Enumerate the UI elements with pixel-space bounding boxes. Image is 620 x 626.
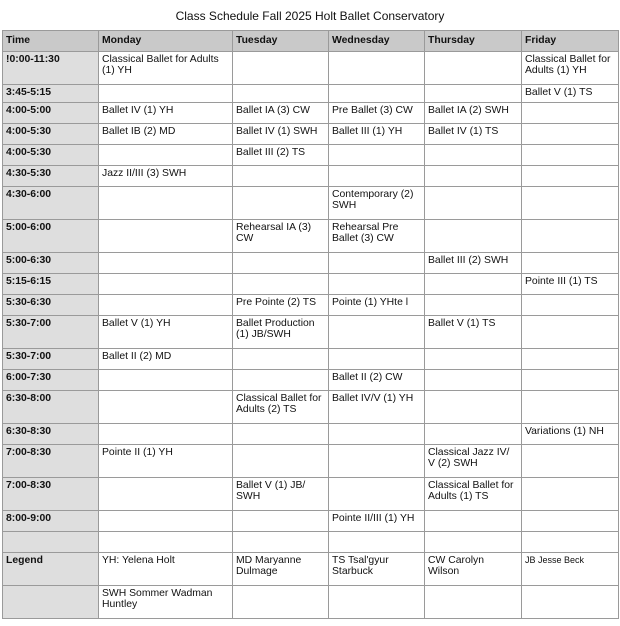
schedule-row (3, 145, 619, 166)
class-cell-friday (522, 370, 619, 391)
class-cell-friday (522, 349, 619, 370)
header-monday: Monday (99, 31, 233, 52)
class-cell-wednesday: Pre Ballet (3) CW (329, 103, 425, 124)
class-cell-wednesday: Contemporary (2) SWH (329, 187, 425, 220)
class-cell-wednesday (329, 145, 425, 166)
legend-label-blank (3, 586, 99, 619)
legend-label: Legend (3, 553, 99, 586)
legend-entry (425, 586, 522, 619)
header-time: Time (3, 31, 99, 52)
class-cell-thursday (425, 220, 522, 253)
class-cell-tuesday: Classical Ballet for Adults (2) TS (233, 391, 329, 424)
class-cell-thursday (425, 52, 522, 85)
header-wednesday: Wednesday (329, 31, 425, 52)
class-cell-wednesday (329, 316, 425, 349)
class-cell-thursday: Ballet IA (2) SWH (425, 103, 522, 124)
time-cell: 5:00-6:00 (3, 220, 99, 253)
class-cell-tuesday (233, 424, 329, 445)
schedule-row (3, 424, 619, 445)
header-friday: Friday (522, 31, 619, 52)
table-header (3, 31, 619, 52)
class-cell-friday (522, 124, 619, 145)
class-cell-thursday (425, 370, 522, 391)
class-cell-monday (99, 274, 233, 295)
class-cell-wednesday (329, 166, 425, 187)
legend-entry: SWH Sommer Wadman Huntley (99, 586, 233, 619)
schedule-row (3, 85, 619, 103)
class-cell-wednesday: Ballet III (1) YH (329, 124, 425, 145)
time-cell: 7:00-8:30 (3, 445, 99, 478)
legend-entry (329, 586, 425, 619)
schedule-row (3, 220, 619, 253)
class-cell-tuesday: Ballet III (2) TS (233, 145, 329, 166)
class-cell-wednesday: Ballet II (2) CW (329, 370, 425, 391)
legend-entry: YH: Yelena Holt (99, 553, 233, 586)
class-cell-monday (99, 532, 233, 553)
legend-entry (522, 586, 619, 619)
class-cell-wednesday: Rehearsal Pre Ballet (3) CW (329, 220, 425, 253)
class-cell-thursday: Ballet IV (1) TS (425, 124, 522, 145)
class-cell-friday (522, 532, 619, 553)
legend-entry: MD Maryanne Dulmage (233, 553, 329, 586)
class-cell-wednesday (329, 445, 425, 478)
header-tuesday: Tuesday (233, 31, 329, 52)
legend-entry: TS Tsal'gyur Starbuck (329, 553, 425, 586)
class-cell-thursday (425, 274, 522, 295)
class-cell-monday (99, 391, 233, 424)
class-cell-friday (522, 316, 619, 349)
class-cell-thursday (425, 391, 522, 424)
class-cell-wednesday (329, 274, 425, 295)
legend-row (3, 553, 619, 586)
class-cell-friday (522, 166, 619, 187)
class-cell-monday: Classical Ballet for Adults (1) YH (99, 52, 233, 85)
class-cell-friday: Variations (1) NH (522, 424, 619, 445)
time-cell: 3:45-5:15 (3, 85, 99, 103)
class-cell-friday (522, 478, 619, 511)
class-cell-wednesday: Ballet IV/V (1) YH (329, 391, 425, 424)
class-cell-wednesday (329, 532, 425, 553)
legend-entry (233, 586, 329, 619)
class-cell-friday (522, 253, 619, 274)
class-cell-tuesday (233, 511, 329, 532)
class-cell-wednesday (329, 478, 425, 511)
time-cell: 5:00-6:30 (3, 253, 99, 274)
class-cell-thursday: Ballet V (1) TS (425, 316, 522, 349)
class-cell-tuesday (233, 253, 329, 274)
schedule-row (3, 478, 619, 511)
time-cell: 4:30-5:30 (3, 166, 99, 187)
time-cell: 5:30-7:00 (3, 349, 99, 370)
class-cell-monday: Ballet IV (1) YH (99, 103, 233, 124)
legend-row (3, 586, 619, 619)
class-cell-wednesday (329, 424, 425, 445)
time-cell: 4:00-5:00 (3, 103, 99, 124)
class-cell-monday: Ballet V (1) YH (99, 316, 233, 349)
time-cell: 6:30-8:00 (3, 391, 99, 424)
class-cell-tuesday: Ballet IV (1) SWH (233, 124, 329, 145)
schedule-row (3, 295, 619, 316)
time-cell: 5:15-6:15 (3, 274, 99, 295)
schedule-row (3, 253, 619, 274)
time-cell: 4:00-5:30 (3, 124, 99, 145)
class-cell-monday (99, 220, 233, 253)
legend-entry: CW Carolyn Wilson (425, 553, 522, 586)
class-cell-wednesday (329, 52, 425, 85)
schedule-table (2, 30, 619, 619)
class-cell-friday (522, 187, 619, 220)
class-cell-tuesday (233, 52, 329, 85)
schedule-row (3, 511, 619, 532)
schedule-row (3, 52, 619, 85)
class-cell-tuesday (233, 532, 329, 553)
class-cell-tuesday: Rehearsal IA (3) CW (233, 220, 329, 253)
legend-section (3, 553, 619, 619)
class-cell-wednesday (329, 253, 425, 274)
time-cell: 4:00-5:30 (3, 145, 99, 166)
class-cell-thursday (425, 166, 522, 187)
class-cell-monday (99, 424, 233, 445)
time-cell: 5:30-6:30 (3, 295, 99, 316)
class-cell-monday (99, 478, 233, 511)
class-cell-thursday (425, 532, 522, 553)
class-cell-friday: Classical Ballet for Adults (1) YH (522, 52, 619, 85)
class-cell-thursday (425, 145, 522, 166)
class-cell-tuesday (233, 85, 329, 103)
time-cell: 7:00-8:30 (3, 478, 99, 511)
time-cell: !0:00-11:30 (3, 52, 99, 85)
class-cell-tuesday (233, 349, 329, 370)
header-thursday: Thursday (425, 31, 522, 52)
class-cell-monday (99, 145, 233, 166)
class-cell-tuesday: Ballet Production (1) JB/SWH (233, 316, 329, 349)
class-cell-wednesday (329, 85, 425, 103)
class-cell-tuesday: Ballet V (1) JB/ SWH (233, 478, 329, 511)
class-cell-thursday (425, 511, 522, 532)
class-cell-thursday (425, 85, 522, 103)
schedule-row (3, 103, 619, 124)
class-cell-monday: Jazz II/III (3) SWH (99, 166, 233, 187)
class-cell-friday: Ballet V (1) TS (522, 85, 619, 103)
class-cell-monday (99, 370, 233, 391)
class-cell-monday (99, 85, 233, 103)
class-cell-friday (522, 445, 619, 478)
schedule-row (3, 532, 619, 553)
time-cell (3, 532, 99, 553)
class-cell-thursday: Classical Ballet for Adults (1) TS (425, 478, 522, 511)
time-cell: 6:30-8:30 (3, 424, 99, 445)
schedule-title: Class Schedule Fall 2025 Holt Ballet Conservatory (175, 9, 445, 23)
class-cell-thursday (425, 424, 522, 445)
class-cell-monday (99, 253, 233, 274)
class-cell-monday: Pointe II (1) YH (99, 445, 233, 478)
class-cell-wednesday (329, 349, 425, 370)
time-cell: 4:30-6:00 (3, 187, 99, 220)
header-row (3, 31, 619, 52)
class-cell-friday (522, 145, 619, 166)
schedule-row (3, 124, 619, 145)
schedule-row (3, 445, 619, 478)
class-cell-monday: Ballet II (2) MD (99, 349, 233, 370)
schedule-row (3, 274, 619, 295)
legend-entry: JB Jesse Beck (522, 553, 619, 586)
class-cell-thursday (425, 187, 522, 220)
schedule-row (3, 187, 619, 220)
class-cell-monday (99, 511, 233, 532)
class-cell-tuesday (233, 187, 329, 220)
class-cell-tuesday: Ballet IA (3) CW (233, 103, 329, 124)
class-cell-monday (99, 295, 233, 316)
class-cell-tuesday (233, 445, 329, 478)
schedule-row (3, 316, 619, 349)
table-body (3, 52, 619, 553)
schedule-row (3, 166, 619, 187)
class-cell-wednesday: Pointe (1) YHte l (329, 295, 425, 316)
time-cell: 6:00-7:30 (3, 370, 99, 391)
class-cell-tuesday: Pre Pointe (2) TS (233, 295, 329, 316)
class-cell-tuesday (233, 370, 329, 391)
class-cell-thursday: Ballet III (2) SWH (425, 253, 522, 274)
class-cell-monday: Ballet IB (2) MD (99, 124, 233, 145)
schedule-row (3, 391, 619, 424)
class-cell-friday (522, 391, 619, 424)
schedule-row (3, 349, 619, 370)
time-cell: 8:00-9:00 (3, 511, 99, 532)
class-cell-wednesday: Pointe II/III (1) YH (329, 511, 425, 532)
class-cell-tuesday (233, 274, 329, 295)
schedule-row (3, 370, 619, 391)
class-cell-friday (522, 220, 619, 253)
class-cell-thursday (425, 349, 522, 370)
class-cell-friday (522, 295, 619, 316)
class-cell-friday (522, 511, 619, 532)
class-cell-friday: Pointe III (1) TS (522, 274, 619, 295)
class-cell-monday (99, 187, 233, 220)
class-cell-tuesday (233, 166, 329, 187)
class-cell-thursday: Classical Jazz IV/ V (2) SWH (425, 445, 522, 478)
class-cell-thursday (425, 295, 522, 316)
class-cell-friday (522, 103, 619, 124)
time-cell: 5:30-7:00 (3, 316, 99, 349)
